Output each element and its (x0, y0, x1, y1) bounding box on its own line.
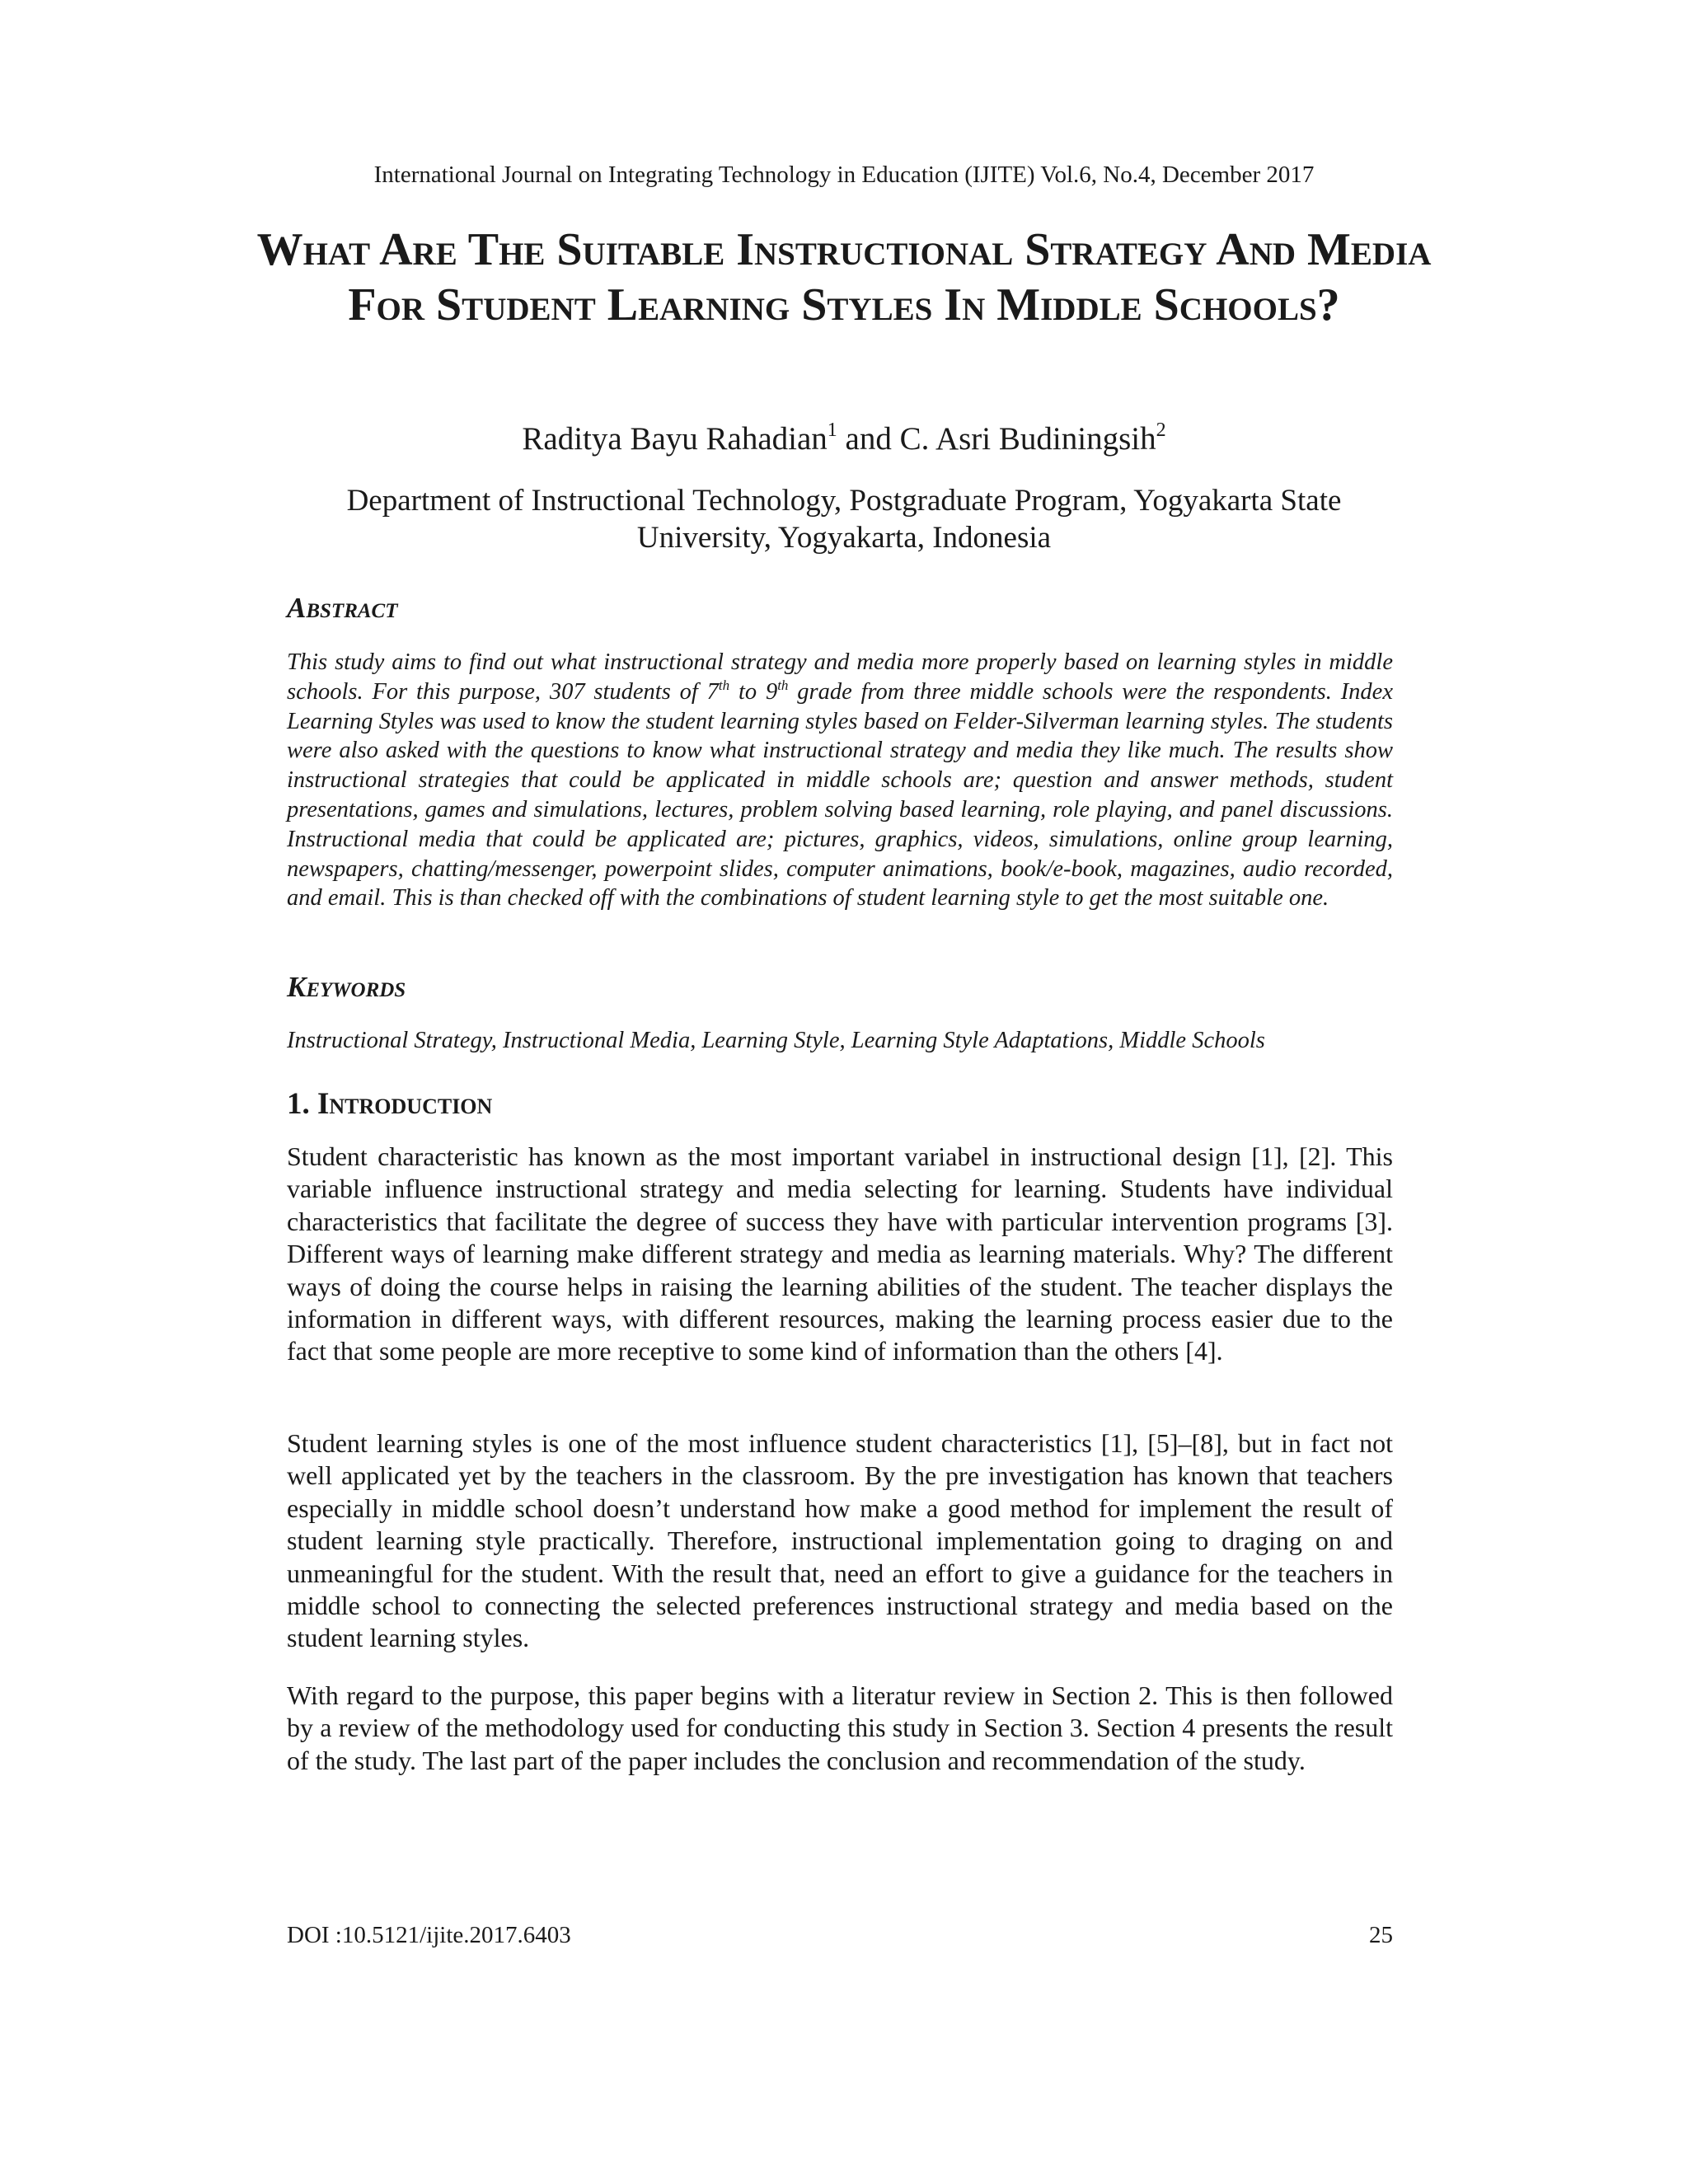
author-2-affiliation-mark: 2 (1156, 419, 1166, 441)
abstract-text-part-2: to 9 (729, 678, 778, 705)
abstract-text-part-1: This study aims to find out what instructional strategy and media more properly based on learning styles in middle schools. For this purpose, 307 students of 7 (287, 649, 1393, 705)
paper-title: What Are The Suitable Instructional Strategy And Media For Student Learning Styles In Middle Schools? (256, 224, 1432, 330)
author-1: Raditya Bayu Rahadian (522, 421, 828, 457)
abstract-text (287, 648, 1393, 913)
author-1-affiliation-mark: 1 (827, 419, 837, 441)
page-footer (287, 1922, 1393, 1949)
introduction-heading: 1. Introduction (287, 1087, 493, 1121)
abstract-heading: Abstract (287, 592, 398, 624)
author-connector: and (837, 421, 900, 457)
keywords-heading: Keywords (287, 971, 406, 1003)
page-number: 25 (1369, 1922, 1393, 1948)
introduction-paragraph-2: Student learning styles is one of the most influence student characteristics [1], [5]–[8], but in fact not well applicated yet by the teachers in the classroom. By the pre investigation has known that teachers especially in middle school doesn’t understand how make a good method for implement the result of student learning style practically. Therefore, instructional implementation going to draging on and unmeaningful for the student. With the result that, need an effort to give a guidance for the teachers in middle school to connecting the selected preferences instructional strategy and media based on the student learning styles. (287, 1428, 1393, 1653)
doi-link[interactable]: DOI :10.5121/ijite.2017.6403 (287, 1922, 571, 1948)
author-line (0, 420, 1688, 457)
abstract-text-part-3: grade from three middle schools were the respondents. Index Learning Styles was used to know the student learning styles based on Felder-Silverman learning styles. The students were also asked with the questions to know what instructional strategy and media they like much. The results show instructional strategies that could be applicated in middle schools are; question and answer methods, student presentations, games and simulations, lectures, problem solving based learning, role playing, and panel discussions. Instructional media that could be applicated are; pictures, graphics, videos, simulations, online group learning, newspapers, chatting/messenger, powerpoint slides, computer animations, book/e-book, magazines, audio recorded, and email. This is than checked off with the combinations of student learning style to get the most suitable one. (287, 678, 1393, 912)
introduction-paragraph-1: Student characteristic has known as the most important variabel in instructional design [1], [2]. This variable influence instructional strategy and media selecting for learning. Students have individual characteristics that facilitate the degree of success they have with particular intervention programs [3]. Different ways of learning make different strategy and media as learning materials. Why? The different ways of doing the course helps in raising the learning abilities of the student. The teacher displays the information in different ways, with different resources, making the learning process easier due to the fact that some people are more receptive to some kind of information than the others [4]. (287, 1141, 1393, 1366)
introduction-paragraph-3: With regard to the purpose, this paper begins with a literatur review in Section 2. This is then followed by a review of the methodology used for conducting this study in Section 3. Section 4 presents the result of the study. The last part of the paper includes the conclusion and recommendation of the study. (287, 1680, 1393, 1775)
keywords-text: Instructional Strategy, Instructional Media, Learning Style, Learning Style Adaptations, Middle Schools (287, 1028, 1265, 1053)
running-head: International Journal on Integrating Technology in Education (IJITE) Vol.6, No.4, December 2017 (373, 162, 1315, 188)
affiliation: Department of Instructional Technology, Postgraduate Program, Yogyakarta State University, Yogyakarta, Indonesia (346, 484, 1342, 555)
author-2: C. Asri Budiningsih (899, 421, 1156, 457)
abstract-superscript-1: th (718, 677, 730, 693)
abstract-superscript-2: th (777, 677, 789, 693)
